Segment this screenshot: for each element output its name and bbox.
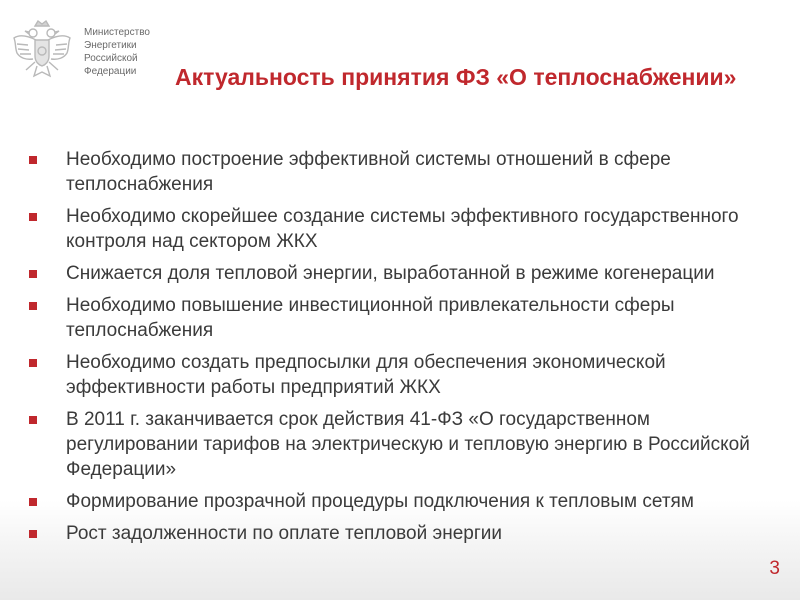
ministry-line: Федерации	[84, 66, 137, 77]
list-item-text: Снижается доля тепловой энергии, выработанной в режиме когенерации	[66, 263, 715, 284]
list-item	[26, 147, 776, 197]
list-item-text: Необходимо повышение инвестиционной привлекательности сферы теплоснабжения	[66, 295, 675, 341]
page-number: 3	[769, 558, 780, 579]
list-item	[26, 407, 776, 482]
list-item	[26, 293, 776, 343]
square-bullet-icon	[29, 156, 37, 164]
square-bullet-icon	[29, 416, 37, 424]
list-item	[26, 489, 776, 514]
list-item-text: Рост задолженности по оплате тепловой энергии	[66, 523, 502, 544]
list-item-text: В 2011 г. заканчивается срок действия 41-ФЗ «О государственном регулировании тарифов на электрическую и тепловую энергию в Российской Федерации»	[66, 409, 750, 480]
square-bullet-icon	[29, 359, 37, 367]
square-bullet-icon	[29, 213, 37, 221]
list-item	[26, 204, 776, 254]
square-bullet-icon	[29, 270, 37, 278]
list-item-text: Необходимо построение эффективной системы отношений в сфере теплоснабжения	[66, 149, 671, 195]
bullet-list	[26, 147, 776, 553]
list-item	[26, 521, 776, 546]
list-item	[26, 261, 776, 286]
list-item	[26, 350, 776, 400]
slide-title: Актуальность принятия ФЗ «О теплоснабжении»	[175, 64, 737, 90]
square-bullet-icon	[29, 302, 37, 310]
list-item-text: Необходимо создать предпосылки для обеспечения экономической эффективности работы предприятий ЖКХ	[66, 352, 666, 398]
square-bullet-icon	[29, 530, 37, 538]
ministry-name	[84, 26, 164, 78]
double-headed-eagle-icon	[8, 18, 76, 86]
ministry-line: Министерство	[84, 27, 150, 38]
list-item-text: Необходимо скорейшее создание системы эффективного государственного контроля над сектором ЖКХ	[66, 206, 739, 252]
ministry-line: Энергетики	[84, 40, 137, 51]
ministry-line: Российской	[84, 53, 138, 64]
square-bullet-icon	[29, 498, 37, 506]
list-item-text: Формирование прозрачной процедуры подключения к тепловым сетям	[66, 491, 694, 512]
